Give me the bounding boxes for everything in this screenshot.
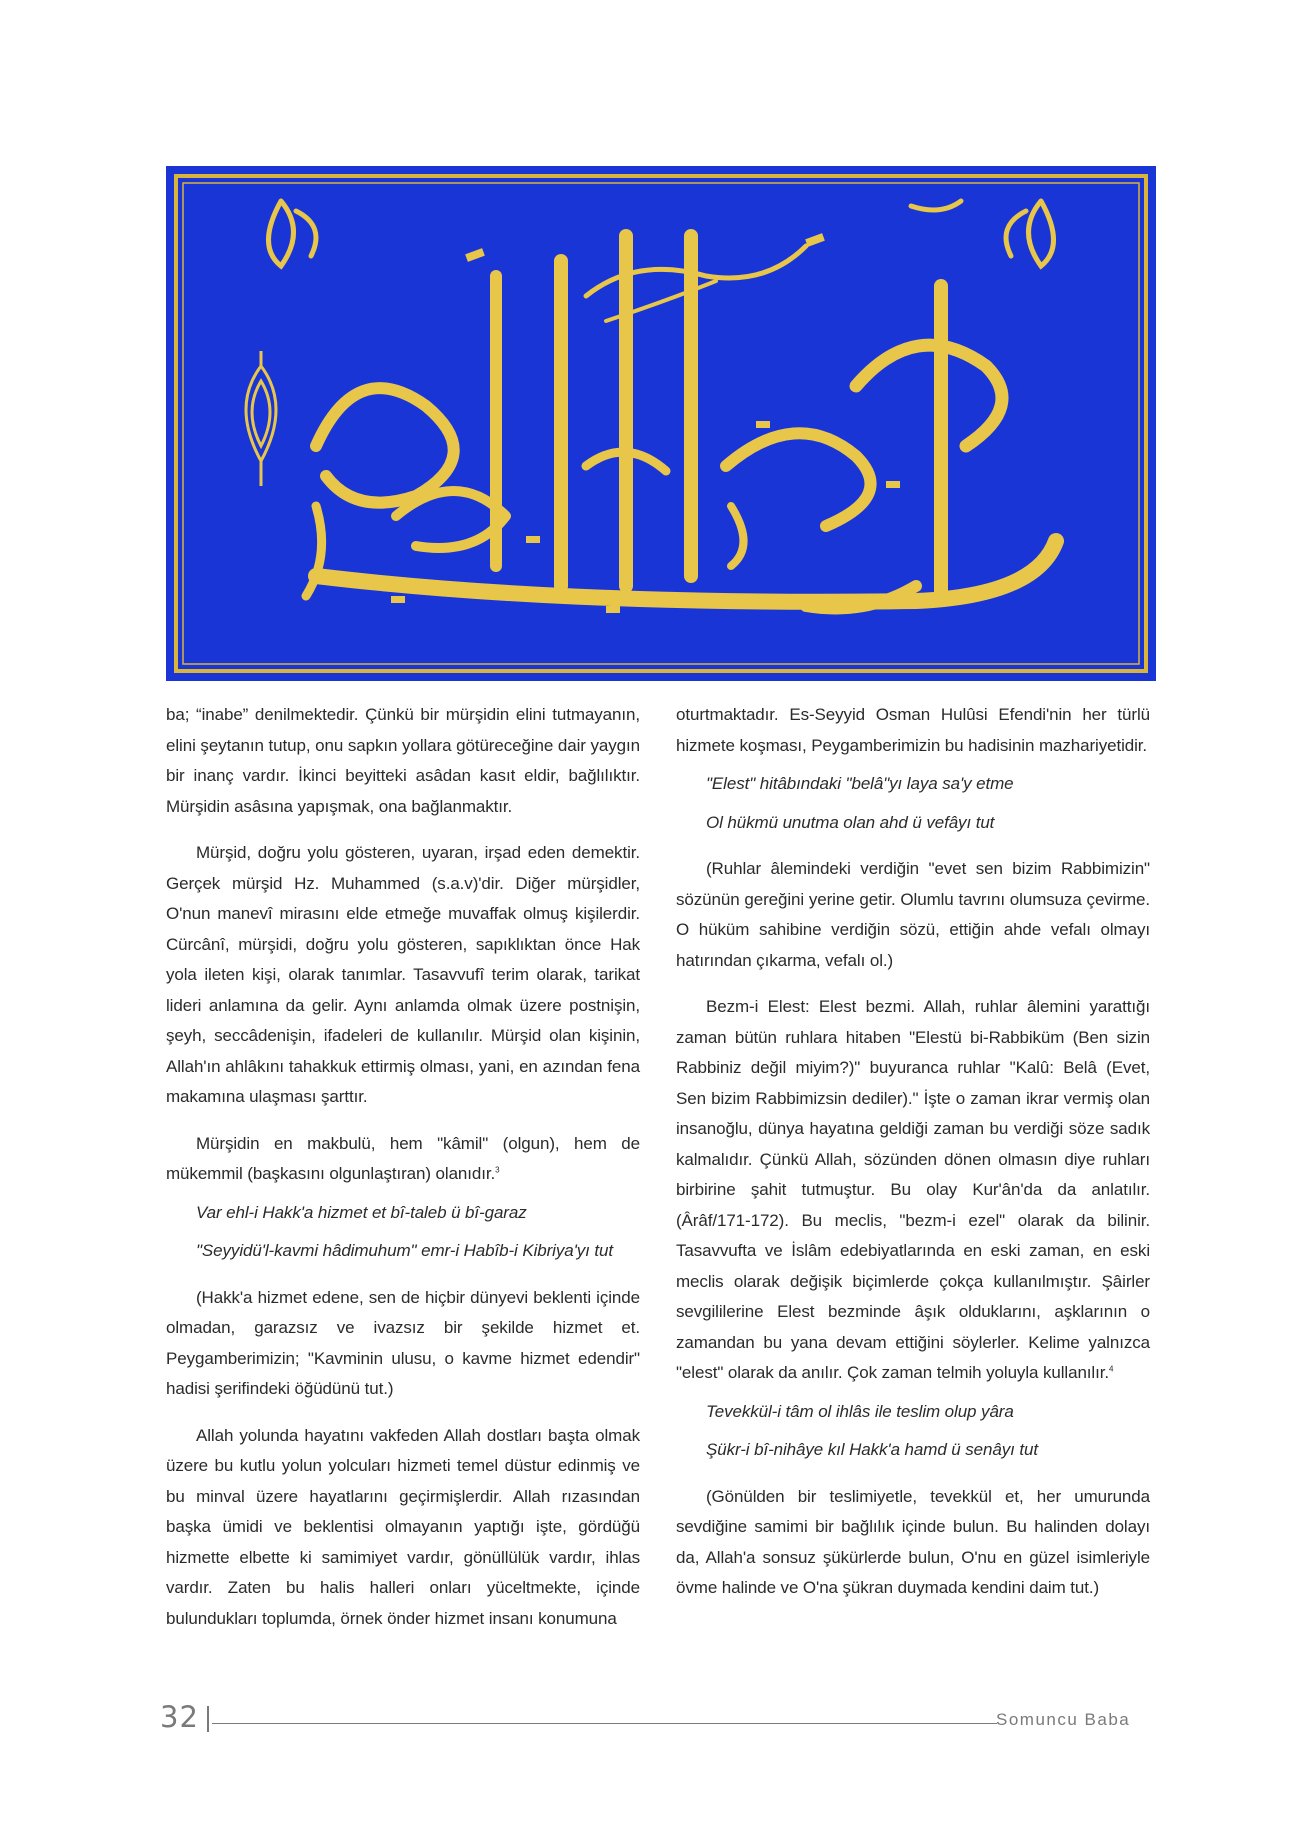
footer-divider — [207, 1706, 209, 1732]
paragraph — [676, 992, 1150, 1389]
verse-line: Tevekkül-i tâm ol ihlâs ile teslim olup yâra — [706, 1401, 1014, 1421]
paragraph: Mürşid, doğru yolu gösteren, uyaran, irşad eden demektir. Gerçek mürşid Hz. Muhammed (s.a.v)'dir. Diğer mürşidler, O'nun manevî mirasını elde etmeğe muvaffak olmuş kişilerdir. Cürcânî, mürşidi, doğru yolu gösteren, sapıklıktan önce Hak yola ileten kişi, olarak tanımlar. Tasavvufî terim olarak, tarikat lideri anlamına da gelir. Aynı anlamda olmak üzere postnişin, şeyh, seccâdenişin, ifadeleri de kullanılır. Mürşid olan kişinin, Allah'ın ahlâkını tahakkuk ettirmiş olması, yani, en azından fena makamına ulaşması şarttır. — [166, 843, 640, 1106]
paragraph: oturtmaktadır. Es-Seyyid Osman Hulûsi Efendi'nin her türlü hizmete koşması, Peygamberimizin bu hadisinin mazhariyetidir. — [676, 705, 1150, 755]
footnote-ref: 4 — [1108, 1364, 1114, 1374]
calligraphy-panel-icon — [166, 166, 1156, 681]
paragraph: ba; “inabe” denilmektedir. Çünkü bir mürşidin elini tutmayanın, elini şeytanın tutup, onu sapkın yollara götüreceğine dair yaygın bir inanç vardır. İkinci beyitteki asâdan kasıt eldir, bağlılıktır. Mürşidin asâsına yapışmak, ona bağlanmaktır. — [166, 705, 640, 816]
paragraph-text: Bezm-i Elest: Elest bezmi. Allah, ruhlar âlemini yarattığı zaman bütün ruhlara hitaben "Elestü bi-Rabbiküm (Ben sizin Rabbiniz değil miyim?)" buyuranca ruhlar "Kalû: Belâ (Evet, Sen bizim Rabbimizsin dediler)." İşte o zaman ikrar vermiş olan insanoğlu, dünya hayatına geldiği zaman bu verdiği söze sadık kalmalıdır. Çünkü Allah, sözünden dönen olmasın diye ruhları birbirine şahit tutmuştur. Bu olay Kur'ân'da da anlatılır. (Ârâf/171-172). Bu meclis, "bezm-i ezel" olarak da bilinir. Tasavvufta ve İslâm edebiyatlarında en eski zaman, en eski meclis olarak değişik biçimlerde çokça kullanılmıştır. Şâirler sevgililerine Elest bezminde âşık olduklarını, aşklarının o zamandan bu yana devam ettiğini söylerler. Kelime yalnızca "elest" olarak da anılır. Çok zaman telmih yoluyla kullanılır. — [676, 997, 1150, 1382]
paragraph — [166, 1129, 640, 1190]
paragraph: (Gönülden bir teslimiyetle, tevekkül et, her umurunda sevdiğine samimi bir bağlılık içinde bulun. Bu halinden dolayı da, Allah'a sonsuz şükürlerde bulun, O'nu en güzel isimleriyle övme halinde ve O'na şükran duymada kendini daim tut.) — [676, 1486, 1150, 1597]
page-number: 32 — [160, 1700, 199, 1734]
verse-line: "Seyyidü'l-kavmi hâdimuhum" emr-i Habîb-i Kibriya'yı tut — [196, 1241, 614, 1260]
paragraph: (Ruhlar âlemindeki verdiğin "evet sen bizim Rabbimizin" sözünün gereğini yerine getir. Olumlu tavrını olumsuza çevirme. O hüküm sahibine verdiğin sözü, ettiğin ahde vefalı olmayı hatırından çıkarma, vefalı ol.) — [676, 859, 1150, 970]
verse-line: Ol hükmü unutma olan ahd ü vefâyı tut — [706, 812, 995, 832]
paragraph-text: Mürşidin en makbulü, hem "kâmil" (olgun), hem de mükemmil (başkasını olgunlaştıran) olanıdır. — [166, 1133, 640, 1183]
right-column — [676, 700, 1150, 1620]
magazine-name: Somuncu Baba — [996, 1710, 1131, 1729]
paragraph: Allah yolunda hayatını vakfeden Allah dostları başta olmak üzere bu kutlu yolun yolcuları hizmeti temel düstur edinmiş ve bu minval üzere hayatlarını geçirmişlerdir. Allah rızasından başka ümidi ve beklentisi olmayanın yaptığı işte, gördüğü hizmette elbette ki samimiyet vardır, gönüllülük vardır, ihlas vardır. Zaten bu halis halleri onları yüceltmekte, içinde bulundukları toplumda, örnek önder hizmet insanı konumuna — [166, 1425, 640, 1628]
verse-line: Var ehl-i Hakk'a hizmet et bî-taleb ü bî-garaz — [196, 1202, 527, 1222]
left-column — [166, 700, 640, 1650]
calligraphy-artwork — [166, 166, 1156, 681]
footnote-ref: 3 — [495, 1165, 500, 1175]
footer-rule — [212, 1723, 997, 1724]
verse-line: "Elest" hitâbındaki "belâ"yı laya sa'y etme — [706, 774, 1014, 793]
verse-line: Şükr-i bî-nihâye kıl Hakk'a hamd ü senâyı tut — [706, 1440, 1038, 1459]
page-footer — [160, 1700, 1140, 1740]
paragraph: (Hakk'a hizmet edene, sen de hiçbir dünyevi beklenti içinde olmadan, garazsız ve ivazsız bir şekilde hizmet et. Peygamberimizin; "Kavminin ulusu, o kavme hizmet edendir" hadisi şerifindeki öğüdünü tut.) — [166, 1287, 640, 1398]
